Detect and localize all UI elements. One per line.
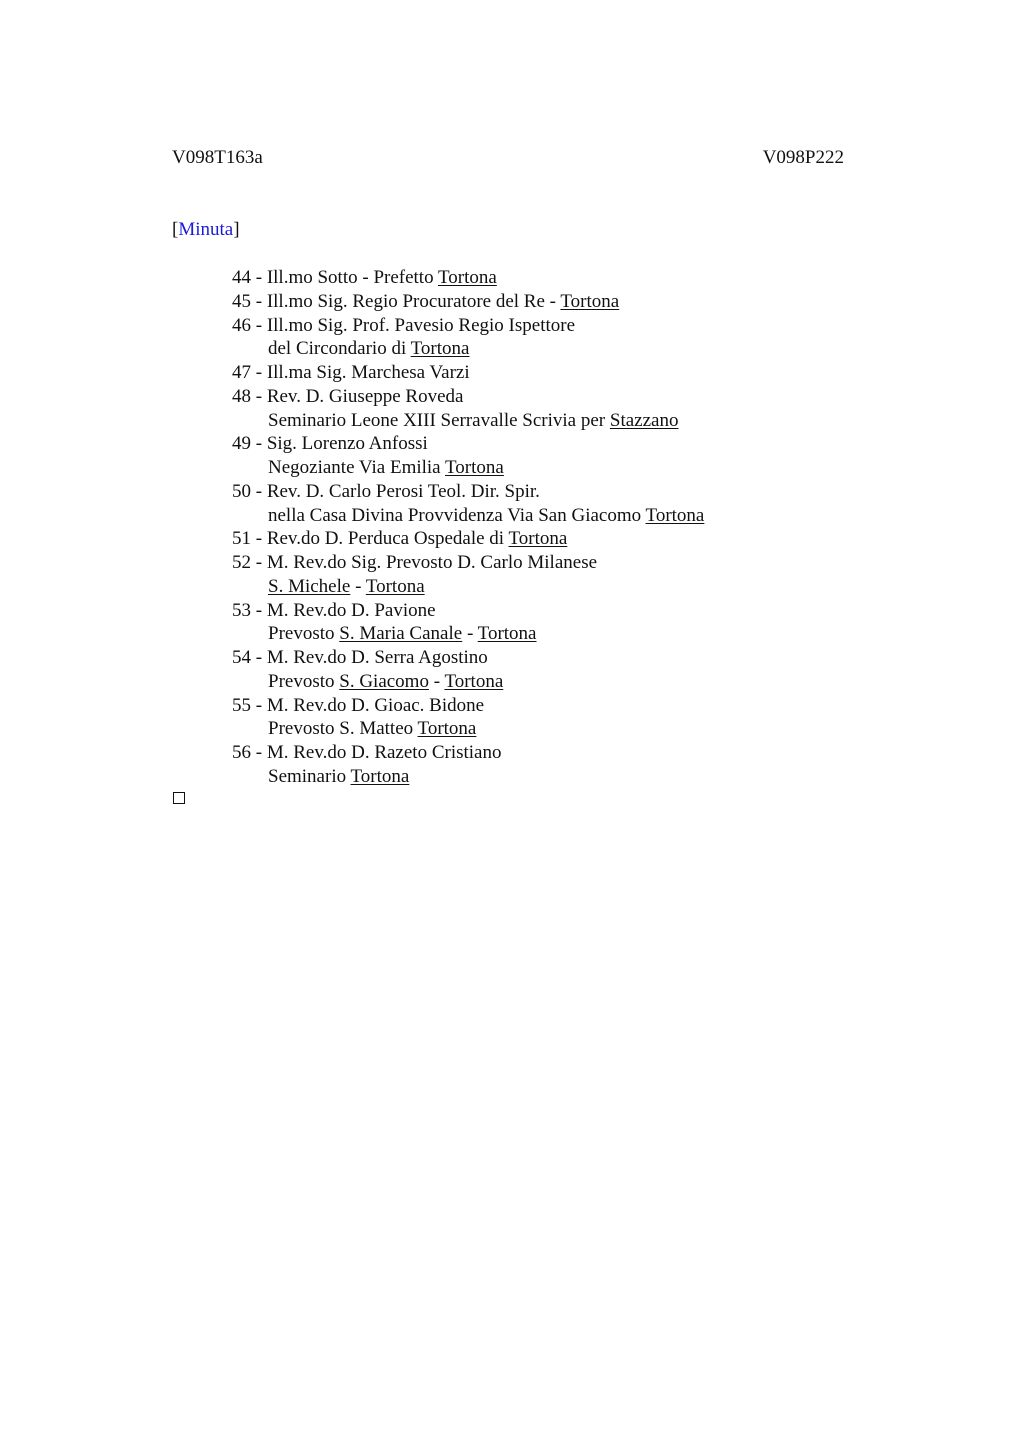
entry-first-line [232, 266, 704, 290]
entry-text: - [462, 623, 478, 645]
entry-first-line [232, 646, 704, 670]
entry-first-line [232, 527, 704, 551]
underlined-place-name: S. Giacomo [339, 670, 429, 692]
entry-text: nella Casa Divina Provvidenza Via San Giacomo [268, 504, 646, 526]
entry-first-line [232, 480, 704, 504]
entry-continuation-line [232, 575, 704, 599]
open-bracket: [ [172, 219, 179, 240]
underlined-place-name: Tortona [438, 267, 497, 288]
entry-text: 49 - Sig. Lorenzo Anfossi [232, 433, 428, 455]
entry-text: 54 - M. Rev.do D. Serra Agostino [232, 647, 488, 668]
list-item [232, 599, 704, 647]
minuta-label [172, 218, 240, 242]
end-marker-box [173, 792, 185, 804]
entry-text: 46 - Ill.mo Sig. Prof. Pavesio Regio Ispettore [232, 314, 576, 336]
entry-first-line [232, 314, 704, 338]
list-item [232, 694, 704, 742]
entry-text: 56 - M. Rev.do D. Razeto Cristiano [232, 742, 502, 763]
underlined-place-name: Tortona [410, 338, 470, 360]
entry-text: 51 - Rev.do D. Perduca Ospedale di [232, 528, 509, 550]
entry-text: - [350, 575, 366, 597]
entry-text: del Circondario di [268, 338, 411, 360]
entry-continuation-line [232, 670, 704, 694]
underlined-place-name: Tortona [477, 623, 537, 645]
entry-text: - [428, 670, 445, 692]
entry-continuation-line [232, 622, 704, 646]
entry-text: 48 - Rev. D. Giuseppe Roveda [232, 385, 464, 407]
close-bracket: ] [233, 219, 240, 240]
underlined-place-name: Tortona [350, 765, 410, 787]
entry-text: 47 - Ill.ma Sig. Marchesa Varzi [232, 362, 470, 383]
list-item [232, 266, 704, 290]
list-item [232, 741, 704, 789]
list-item [232, 385, 704, 433]
entry-text: Prevosto [268, 623, 340, 645]
entry-first-line [232, 599, 704, 623]
underlined-place-name: Tortona [645, 504, 705, 526]
entry-text: Seminario Leone XIII Serravalle Scrivia per [268, 409, 610, 431]
entry-continuation-line [232, 409, 704, 433]
entry-continuation-line [232, 504, 704, 528]
address-list [232, 266, 704, 789]
entry-first-line [232, 290, 704, 314]
entry-continuation-line [232, 456, 704, 480]
entry-text: Prevosto S. Matteo [268, 718, 418, 740]
document-code-right: V098P222 [762, 147, 844, 168]
entry-text: 45 - Ill.mo Sig. Regio Procuratore del Re - [232, 290, 561, 312]
list-item [232, 290, 704, 314]
underlined-place-name: S. Maria Canale [339, 623, 463, 645]
list-item [232, 551, 704, 599]
list-item [232, 432, 704, 480]
entry-first-line [232, 694, 704, 718]
entry-first-line [232, 741, 704, 765]
entry-continuation-line [232, 717, 704, 741]
entry-text: Seminario [268, 765, 351, 787]
entry-continuation-line [232, 337, 704, 361]
list-item [232, 646, 704, 694]
underlined-place-name: Tortona [417, 718, 477, 740]
underlined-place-name: S. Michele [268, 575, 351, 597]
entry-first-line [232, 385, 704, 409]
list-item [232, 527, 704, 551]
minuta-link[interactable]: Minuta [178, 219, 234, 240]
entry-text: 52 - M. Rev.do Sig. Prevosto D. Carlo Milanese [232, 552, 598, 573]
list-item [232, 480, 704, 528]
entry-first-line [232, 432, 704, 456]
entry-text: Prevosto [268, 670, 340, 692]
list-item [232, 361, 704, 385]
underlined-place-name: Tortona [444, 670, 504, 692]
entry-first-line [232, 551, 704, 575]
underlined-place-name: Tortona [508, 528, 568, 550]
underlined-place-name: Stazzano [609, 409, 679, 431]
entry-first-line [232, 361, 704, 385]
entry-text: 53 - M. Rev.do D. Pavione [232, 599, 436, 621]
underlined-place-name: Tortona [365, 575, 425, 597]
underlined-place-name: Tortona [560, 290, 620, 312]
entry-text: Negoziante Via Emilia [268, 457, 446, 478]
document-code-left: V098T163a [172, 147, 263, 168]
entry-text: 55 - M. Rev.do D. Gioac. Bidone [232, 694, 485, 716]
list-item [232, 314, 704, 362]
underlined-place-name: Tortona [445, 457, 504, 478]
entry-text: 50 - Rev. D. Carlo Perosi Teol. Dir. Spir. [232, 480, 540, 502]
entry-text: 44 - Ill.mo Sotto - Prefetto [232, 267, 438, 288]
entry-continuation-line [232, 765, 704, 789]
